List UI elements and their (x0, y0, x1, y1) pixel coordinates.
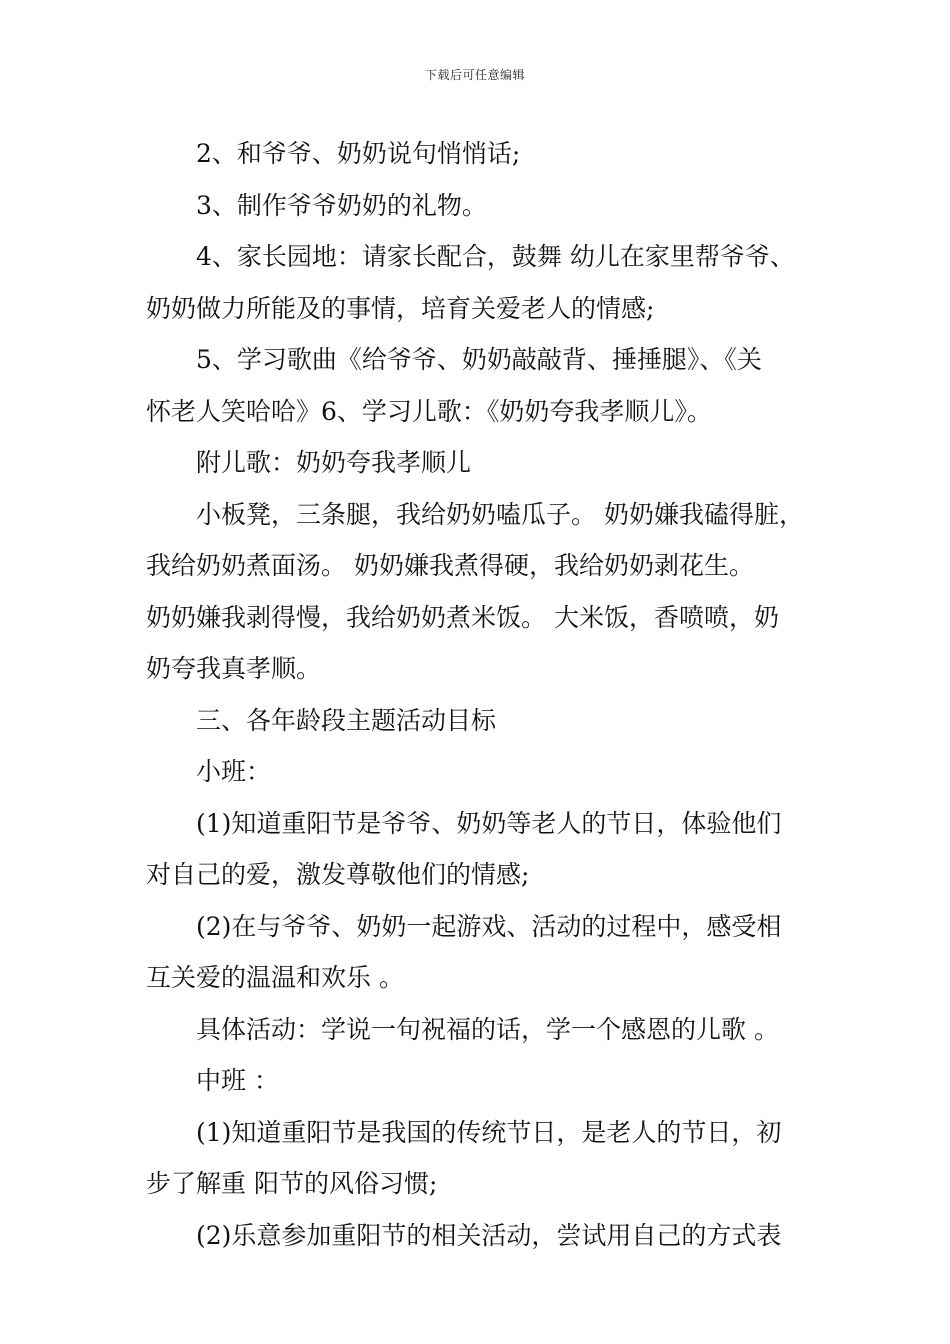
text-line: 中班 ： (196, 1066, 279, 1095)
paragraph (146, 695, 814, 747)
text-line: 奶奶嫌我剥得慢，我给奶奶煮米饭。 大米饭，香喷喷，奶 (146, 602, 779, 632)
text-line: 5、学习歌曲《给爷爷、奶奶敲敲背、捶捶腿》、《关 (196, 345, 762, 374)
text-line: (1)知道重阳节是我国的传统节日，是老人的节日，初 (196, 1117, 782, 1147)
paragraph (146, 180, 814, 232)
paragraph (146, 1107, 814, 1210)
paragraph (146, 901, 814, 1004)
paragraph (146, 1055, 814, 1107)
paragraph (146, 128, 814, 180)
text-line: 步了解重 阳节的风俗习惯; (146, 1169, 438, 1198)
text-line: 奶夸我真孝顺。 (146, 654, 322, 683)
paragraph (146, 437, 814, 489)
text-line: 2、和爷爷、奶奶说句悄悄话; (196, 139, 521, 168)
paragraph (146, 231, 814, 334)
text-line: 小班： (196, 757, 272, 786)
text-line: 怀老人笑哈哈》6、学习儿歌：《奶奶夸我孝顺儿》。 (146, 396, 712, 426)
text-line: 对自己的爱，激发尊敬他们的情感; (146, 860, 530, 889)
paragraph (146, 746, 814, 798)
text-line: 三、各年龄段主题活动目标 (196, 705, 497, 735)
paragraph (146, 489, 814, 695)
text-line: 具体活动：学说一句祝福的话，学一个感恩的儿歌 。 (196, 1014, 779, 1044)
document-body (146, 128, 814, 1261)
text-line: 我给奶奶煮面汤。 奶奶嫌我煮得硬，我给奶奶剥花生。 (146, 551, 754, 580)
text-line: 3、制作爷爷奶奶的礼物。 (196, 190, 487, 220)
text-line: (2)在与爷爷、奶奶一起游戏、活动的过程中，感受相 (196, 911, 782, 941)
paragraph (146, 1210, 814, 1262)
page-header: 下载后可任意编辑 (424, 68, 525, 82)
text-line: 4、家长园地：请家长配合，鼓舞 幼儿在家里帮爷爷、 (196, 242, 795, 271)
text-line: 附儿歌：奶奶夸我孝顺儿 (196, 448, 472, 477)
text-line: 小板凳，三条腿，我给奶奶嗑瓜子。 奶奶嫌我磕得脏， (196, 499, 804, 529)
paragraph (146, 334, 814, 437)
text-line: (2)乐意参加重阳节的相关活动，尝试用自己的方式表 (196, 1220, 782, 1250)
paragraph (146, 798, 814, 901)
text-line: 奶奶做力所能及的事情，培育关爱老人的情感; (146, 293, 655, 323)
paragraph (146, 1004, 814, 1056)
text-line: 互关爱的温温和欢乐 。 (146, 963, 404, 992)
text-line: (1)知道重阳节是爷爷、奶奶等老人的节日，体验他们 (196, 808, 782, 838)
